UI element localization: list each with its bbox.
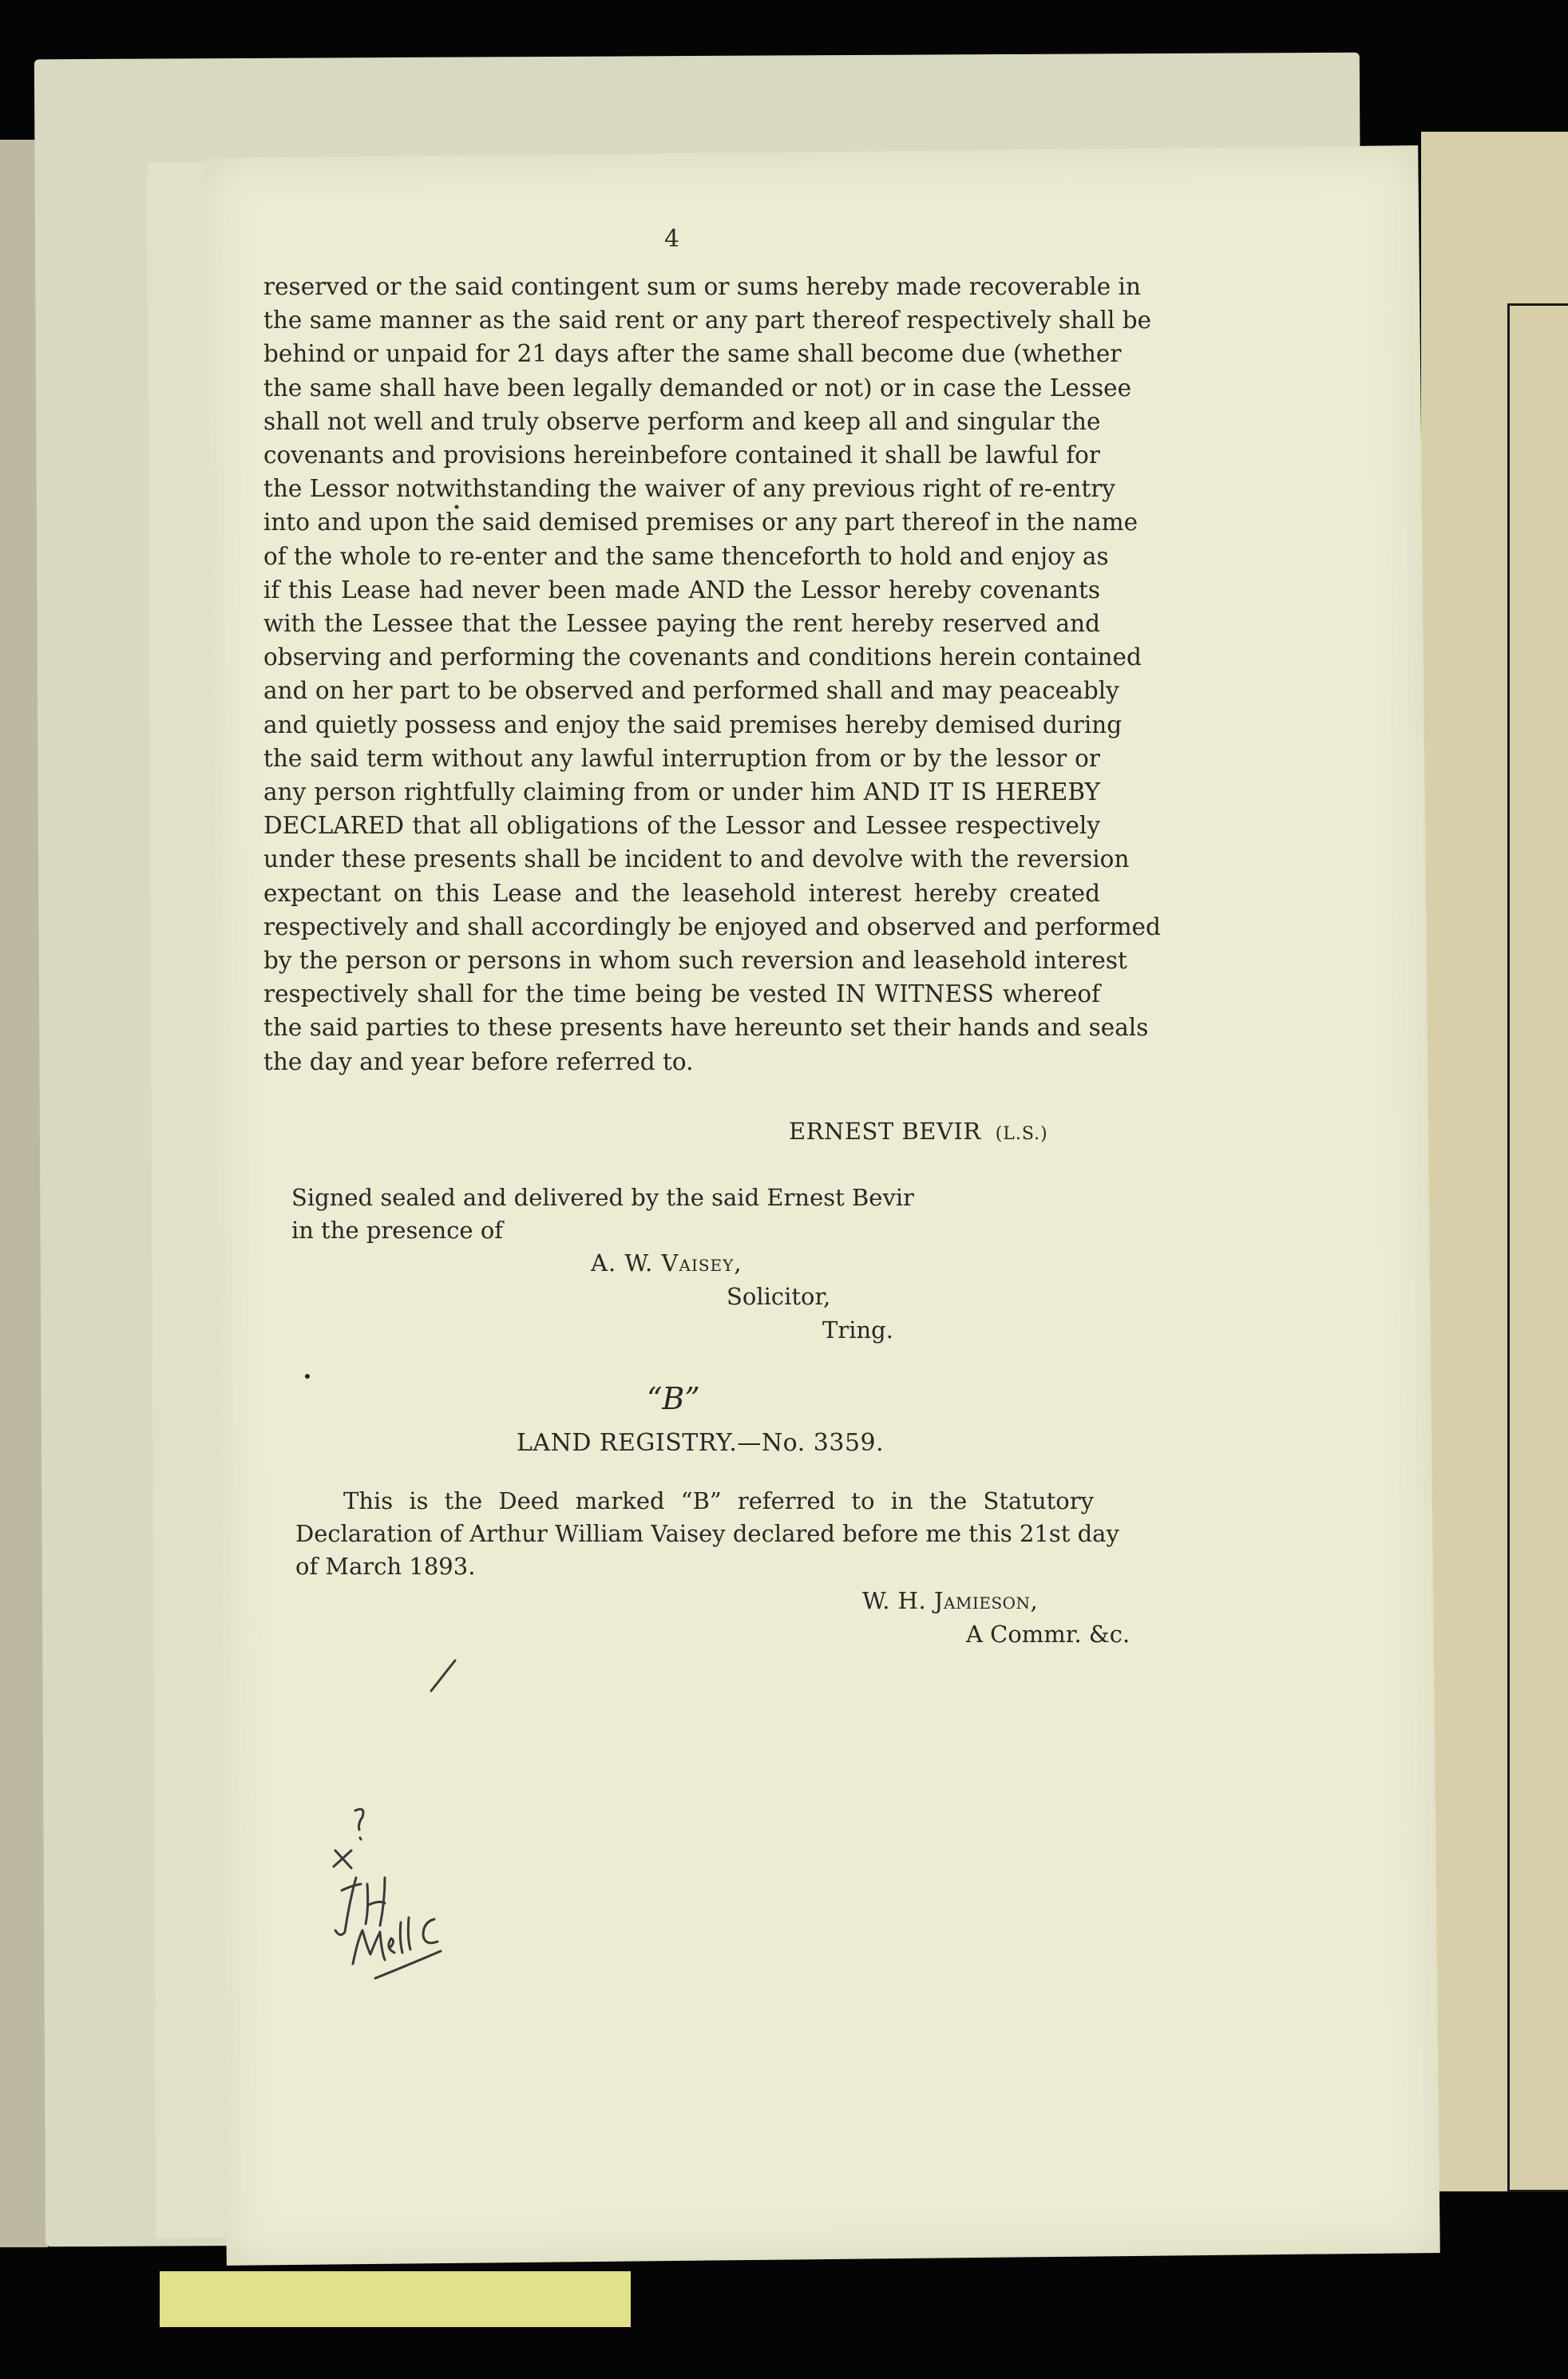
body-line: of the whole to re-enter and the same thenceforth to hold and enjoy as (263, 542, 1109, 570)
page-number: 4 (664, 225, 680, 253)
body-line: DECLARED that all obligations of the Lessor and Lessee respectively (263, 812, 1100, 840)
land-registry-heading: LAND REGISTRY.—No. 3359. (517, 1429, 885, 1457)
body-line: the Lessor notwithstanding the waiver of any previous right of re-entry (263, 475, 1115, 503)
body-line: the day and year before referred to. (263, 1047, 694, 1075)
body-line: covenants and provisions hereinbefore contained it shall be lawful for (263, 441, 1100, 469)
witness-name: A. W. Vaisey, (591, 1249, 742, 1277)
sticky-note-tab (160, 2271, 631, 2327)
facing-page-border (1507, 303, 1568, 2192)
lease-body-text (263, 270, 1161, 1079)
body-line: respectively shall for the time being be vested IN WITNESS whereof (263, 980, 1100, 1008)
body-line: and quietly possess and enjoy the said premises hereby demised during (263, 711, 1123, 738)
body-line: respectively and shall accordingly be enjoyed and observed and performed (263, 912, 1161, 940)
attestation-clause (291, 1182, 914, 1247)
body-line: the said parties to these presents have hereunto set their hands and seals (263, 1014, 1149, 1042)
witness-role: Solicitor, (727, 1283, 831, 1310)
attestation-line-1: Signed sealed and delivered by the said Ernest Bevir (291, 1184, 914, 1211)
body-line: into and upon the said demised premises or any part thereof in the name (263, 509, 1138, 536)
body-line: shall not well and truly observe perform and keep all and singular the (263, 407, 1101, 435)
body-line: if this Lease had never been made AND the Lessor hereby covenants (263, 576, 1100, 604)
body-line: and on her part to be observed and performed shall and may peaceably (263, 677, 1119, 705)
body-line: under these presents shall be incident to and devolve with the reversion (263, 845, 1130, 873)
attestation-line-2: in the presence of (291, 1217, 504, 1244)
seal-marker: (L.S.) (995, 1124, 1048, 1144)
body-line: the same shall have been legally demanded or not) or in case the Lessee (263, 374, 1132, 402)
commissioner-name: W. H. Jamieson, (862, 1587, 1039, 1614)
body-line: expectant on this Lease and the leasehold interest hereby created (263, 879, 1100, 907)
signatory-name: ERNEST BEVIR (789, 1118, 981, 1145)
body-line: any person rightfully claiming from or under him AND IT IS HEREBY (263, 778, 1100, 806)
body-line: behind or unpaid for 21 days after the same shall become due (whether (263, 340, 1122, 368)
body-line: observing and performing the covenants and conditions herein contained (263, 643, 1142, 671)
signature-block (789, 1118, 1048, 1145)
declaration-line-1: This is the Deed marked “B” referred to in the Statutory (343, 1487, 1094, 1514)
deed-mark-letter: “B” (647, 1381, 700, 1416)
witness-place: Tring. (822, 1316, 893, 1344)
statutory-declaration (295, 1485, 1119, 1583)
body-line: with the Lessee that the Lessee paying the rent hereby reserved and (263, 610, 1100, 638)
declaration-line-2: Declaration of Arthur William Vaisey declared before me this 21st day (295, 1520, 1119, 1547)
body-line: the said term without any lawful interruption from or by the lessor or (263, 744, 1100, 772)
commissioner-title: A Commr. &c. (966, 1621, 1130, 1648)
body-line: by the person or persons in whom such reversion and leasehold interest (263, 947, 1127, 975)
body-line: the same manner as the said rent or any part thereof respectively shall be (263, 307, 1152, 334)
declaration-line-3: of March 1893. (295, 1553, 476, 1580)
body-line: reserved or the said contingent sum or sums hereby made recoverable in (263, 273, 1141, 300)
